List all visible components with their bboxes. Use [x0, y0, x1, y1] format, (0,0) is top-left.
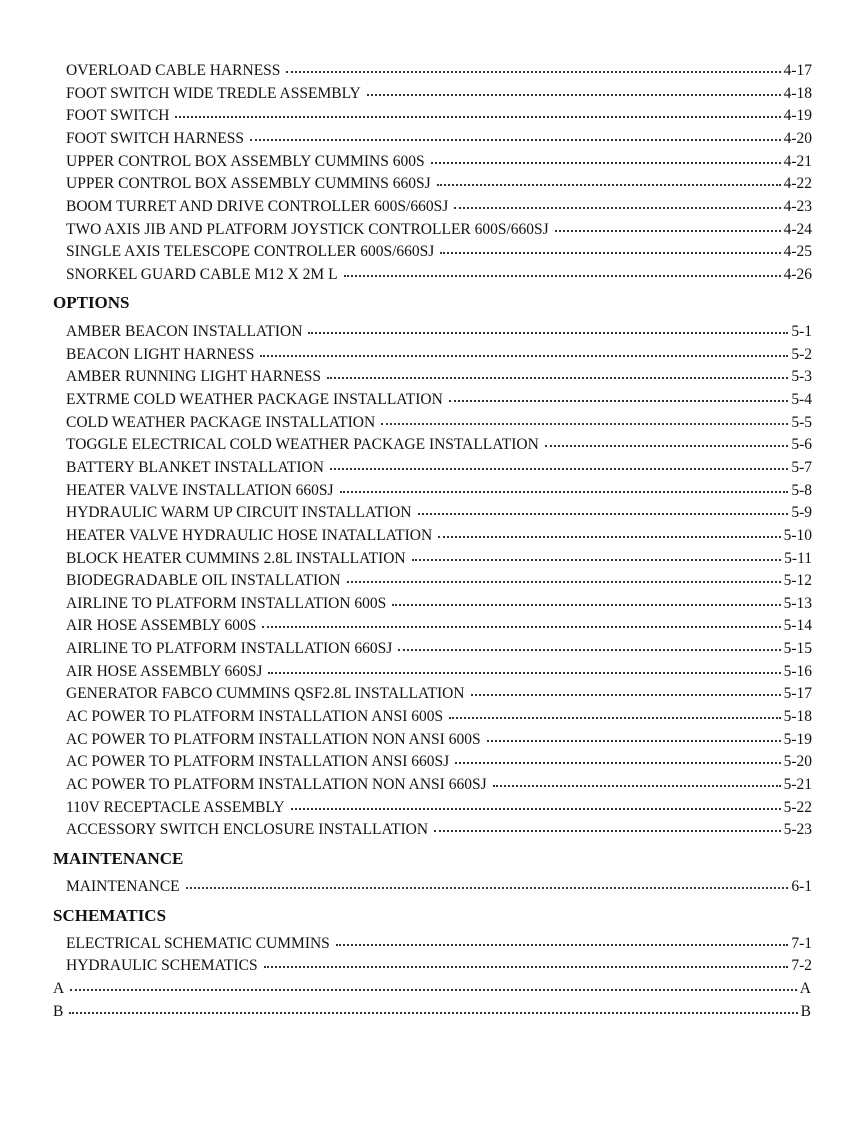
dot-leader [262, 610, 780, 628]
dot-leader [175, 100, 780, 118]
toc-entry-label: AIRLINE TO PLATFORM INSTALLATION 600S [66, 595, 387, 612]
toc-entry-page: 6-1 [791, 878, 812, 895]
toc-entry-label: SNORKEL GUARD CABLE M12 X 2M L [66, 266, 338, 283]
toc-entry-page: 4-21 [783, 153, 812, 170]
toc-entry-page: 5-2 [791, 346, 812, 363]
toc-entry-label: BIODEGRADABLE OIL INSTALLATION [66, 572, 341, 589]
toc-entry-page: 4-20 [783, 130, 812, 147]
toc-entry-page: 5-22 [783, 799, 812, 816]
toc-entry-label: FOOT SWITCH [66, 107, 170, 124]
toc-entry-page: 5-11 [784, 550, 812, 567]
toc-entry-label: HYDRAULIC WARM UP CIRCUIT INSTALLATION [66, 504, 412, 521]
dot-leader [367, 78, 781, 96]
toc-entry-page: 5-6 [791, 436, 812, 453]
dot-leader [454, 191, 780, 209]
dot-leader [438, 520, 780, 538]
toc-entry-label: AC POWER TO PLATFORM INSTALLATION NON ANSI 600S [66, 731, 481, 748]
toc-entry-label: 110V RECEPTACLE ASSEMBLY [66, 799, 285, 816]
toc-entry-page: 5-18 [783, 708, 812, 725]
toc-entry-label: EXTRME COLD WEATHER PACKAGE INSTALLATION [66, 391, 443, 408]
toc-entry-label: UPPER CONTROL BOX ASSEMBLY CUMMINS 600S [66, 153, 425, 170]
toc-entry-label: ACCESSORY SWITCH ENCLOSURE INSTALLATION [66, 821, 429, 838]
toc-entry[interactable] [66, 431, 812, 454]
section-heading: OPTIONS [53, 293, 130, 312]
toc-entry-page: 5-15 [783, 640, 812, 657]
toc-entry[interactable] [66, 635, 812, 658]
toc-entry-label: AMBER BEACON INSTALLATION [66, 323, 303, 340]
dot-leader [340, 475, 789, 493]
dot-leader [545, 429, 789, 447]
dot-leader [260, 339, 788, 357]
toc-entry-label: HYDRAULIC SCHEMATICS [66, 957, 258, 974]
toc-entry-label: ELECTRICAL SCHEMATIC CUMMINS [66, 935, 330, 952]
dot-leader [330, 452, 788, 470]
toc-entry[interactable] [66, 703, 812, 726]
dot-leader [449, 384, 789, 402]
toc-entry-page: 5-12 [783, 572, 812, 589]
toc-entry[interactable] [66, 193, 812, 216]
dot-leader [398, 633, 780, 651]
section-heading: MAINTENANCE [53, 849, 184, 868]
toc-entry-label: TWO AXIS JIB AND PLATFORM JOYSTICK CONTROLLER 600S/660SJ [66, 221, 549, 238]
toc-entry-label: AIR HOSE ASSEMBLY 660SJ [66, 663, 263, 680]
toc-entry-page: 4-26 [783, 266, 812, 283]
dot-leader [418, 497, 789, 515]
dot-leader [493, 769, 781, 787]
dot-leader [286, 55, 780, 73]
toc-entry-label: HEATER VALVE INSTALLATION 660SJ [66, 482, 334, 499]
toc-entry[interactable] [66, 170, 812, 193]
toc-entry-appendix[interactable] [53, 975, 811, 998]
dot-leader [69, 996, 797, 1014]
toc-entry-label: UPPER CONTROL BOX ASSEMBLY CUMMINS 660SJ [66, 175, 431, 192]
dot-leader [186, 871, 789, 889]
toc-entry-label: FOOT SWITCH WIDE TREDLE ASSEMBLY [66, 85, 361, 102]
toc-entry-page: 5-21 [783, 776, 812, 793]
toc-entry-page: A [799, 980, 811, 997]
dot-leader [347, 565, 781, 583]
toc-entry-page: 4-23 [783, 198, 812, 215]
dot-leader [440, 236, 780, 254]
toc-entry-page: 7-1 [791, 935, 812, 952]
dot-leader [455, 746, 780, 764]
dot-leader [291, 792, 781, 810]
toc-entry-label: BOOM TURRET AND DRIVE CONTROLLER 600S/660SJ [66, 198, 449, 215]
toc-entry[interactable] [66, 680, 812, 703]
dot-leader [336, 928, 789, 946]
toc-entry-label: AIRLINE TO PLATFORM INSTALLATION 660SJ [66, 640, 393, 657]
toc-entry-label: SINGLE AXIS TELESCOPE CONTROLLER 600S/660SJ [66, 243, 435, 260]
toc-entry-page: 5-9 [791, 504, 812, 521]
toc-entry-page: B [800, 1003, 811, 1020]
dot-leader [412, 543, 782, 561]
toc-entry-label: BEACON LIGHT HARNESS [66, 346, 255, 363]
dot-leader [250, 123, 781, 141]
toc-entry-page: 5-13 [783, 595, 812, 612]
dot-leader [308, 316, 788, 334]
dot-leader [392, 588, 780, 606]
toc-entry[interactable] [66, 771, 812, 794]
toc-entry-page: 4-25 [783, 243, 812, 260]
toc-entry-page: 5-14 [783, 617, 812, 634]
toc-entry-label: GENERATOR FABCO CUMMINS QSF2.8L INSTALLATION [66, 685, 465, 702]
toc-entry-page: 5-23 [783, 821, 812, 838]
toc-entry[interactable] [66, 816, 812, 839]
toc-entry[interactable] [66, 873, 812, 896]
dot-leader [487, 724, 781, 742]
toc-entry-label: AC POWER TO PLATFORM INSTALLATION NON ANSI 660SJ [66, 776, 487, 793]
toc-entry[interactable] [66, 125, 812, 148]
toc-entry-label: BLOCK HEATER CUMMINS 2.8L INSTALLATION [66, 550, 406, 567]
toc-entry[interactable] [66, 386, 812, 409]
toc-entry-label: AIR HOSE ASSEMBLY 600S [66, 617, 257, 634]
toc-entry-page: 5-17 [783, 685, 812, 702]
toc-entry[interactable] [66, 363, 812, 386]
toc-entry[interactable] [66, 102, 812, 125]
toc-entry-label: FOOT SWITCH HARNESS [66, 130, 244, 147]
toc-entry-page: 4-17 [783, 62, 812, 79]
toc-entry-page: 5-20 [783, 753, 812, 770]
toc-entry-label: AMBER RUNNING LIGHT HARNESS [66, 368, 322, 385]
toc-entry-page: 5-10 [783, 527, 812, 544]
toc-entry-page: 5-5 [791, 414, 812, 431]
toc-entry[interactable] [66, 499, 812, 522]
toc-entry[interactable] [66, 952, 812, 975]
dot-leader [555, 214, 781, 232]
dot-leader [471, 678, 781, 696]
dot-leader [437, 168, 781, 186]
toc-entry[interactable] [66, 748, 812, 771]
toc-entry[interactable] [66, 261, 812, 284]
toc-entry-label: AC POWER TO PLATFORM INSTALLATION ANSI 660SJ [66, 753, 450, 770]
toc-entry[interactable] [66, 522, 812, 545]
toc-entry-label: HEATER VALVE HYDRAULIC HOSE INATALLATION [66, 527, 433, 544]
toc-entry-page: 5-3 [791, 368, 812, 385]
toc-entry[interactable] [66, 454, 812, 477]
toc-entry[interactable] [66, 238, 812, 261]
toc-entry-page: 5-16 [783, 663, 812, 680]
dot-leader [268, 656, 780, 674]
toc-entry-page: 7-2 [791, 957, 812, 974]
dot-leader [327, 361, 788, 379]
toc-entry[interactable] [66, 567, 812, 590]
toc-entry-label: AC POWER TO PLATFORM INSTALLATION ANSI 600S [66, 708, 444, 725]
toc-entry-page: 4-24 [783, 221, 812, 238]
dot-leader [264, 950, 789, 968]
toc-entry-label: MAINTENANCE [66, 878, 180, 895]
toc-entry-page: 5-19 [783, 731, 812, 748]
toc-entry-page: 4-18 [783, 85, 812, 102]
toc-entry-page: 5-1 [791, 323, 812, 340]
dot-leader [344, 259, 781, 277]
toc-entry-appendix[interactable] [53, 998, 811, 1021]
dot-leader [434, 814, 781, 832]
dot-leader [70, 973, 797, 991]
section-heading: SCHEMATICS [53, 906, 167, 925]
dot-leader [449, 701, 780, 719]
toc-entry-page: 4-19 [783, 107, 812, 124]
toc-entry-page: 5-7 [791, 459, 812, 476]
toc-entry[interactable] [66, 318, 812, 341]
toc-entry-label: A [53, 980, 65, 997]
dot-leader [381, 407, 788, 425]
toc-entry-label: TOGGLE ELECTRICAL COLD WEATHER PACKAGE INSTALLATION [66, 436, 539, 453]
toc-entry-label: COLD WEATHER PACKAGE INSTALLATION [66, 414, 376, 431]
dot-leader [431, 146, 781, 164]
toc-entry-page: 5-4 [791, 391, 812, 408]
toc-entry-page: 5-8 [791, 482, 812, 499]
toc-entry-label: BATTERY BLANKET INSTALLATION [66, 459, 324, 476]
toc-entry-page: 4-22 [783, 175, 812, 192]
toc-entry[interactable] [66, 57, 812, 80]
toc-entry-label: B [53, 1003, 64, 1020]
toc-entry[interactable] [66, 612, 812, 635]
toc-entry-label: OVERLOAD CABLE HARNESS [66, 62, 281, 79]
